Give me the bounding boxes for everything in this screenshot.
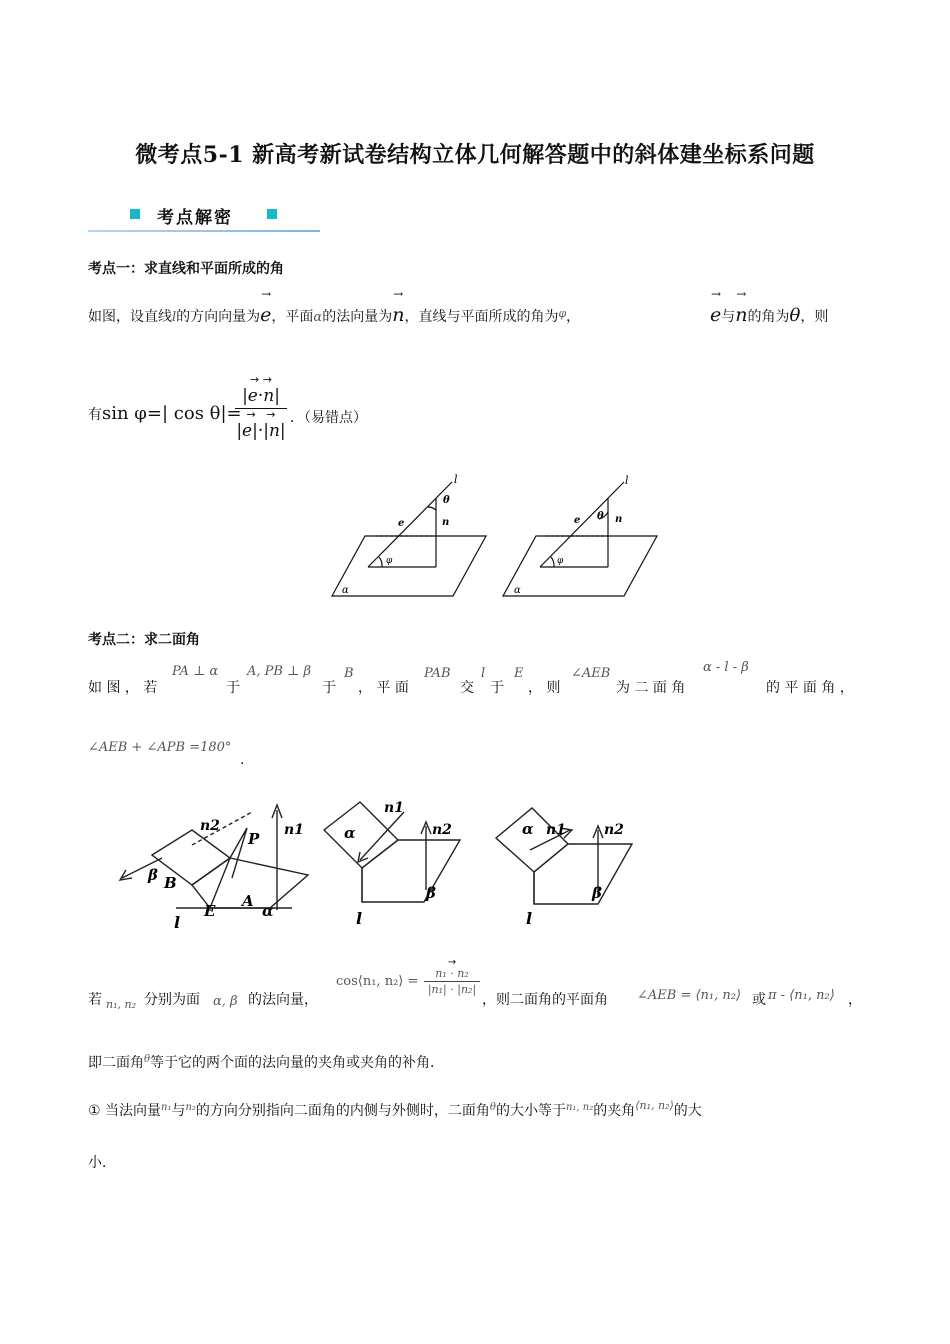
vector-arrow-icon: → [736, 287, 747, 301]
plane-beta-right [534, 844, 632, 904]
fig2-beta: β [148, 866, 158, 884]
section2-m6: E [514, 666, 524, 681]
plane-alpha-left [332, 536, 486, 596]
figure1-left [332, 482, 486, 596]
arrowhead-n2 [120, 870, 132, 880]
section2-t2: 于 [226, 680, 240, 696]
fig1-label-l: l [454, 473, 458, 486]
fig1r-label-alpha: α [514, 585, 521, 596]
plane-beta-mid [362, 840, 460, 902]
section2-t7: ， 则 [528, 680, 561, 696]
fig2r-n2: n2 [604, 822, 624, 838]
vector-arrows-bottom: → → [246, 408, 276, 421]
banner-underline [88, 230, 320, 232]
section3-m5: π - ⟨n₁, n₂⟩ [768, 988, 835, 1003]
vector-arrow-icon: → [447, 957, 457, 968]
angle-arc-phi-left [379, 557, 382, 567]
fig2-E: E [204, 902, 216, 920]
vector-arrows-top: → → [250, 373, 272, 386]
fig1r-label-phi: φ [557, 556, 564, 566]
angle-arc-theta-left [428, 507, 436, 510]
fig2-l: l [174, 913, 181, 932]
fig1r-label-theta: θ [597, 511, 604, 522]
plane-alpha-right [503, 536, 657, 596]
section2-t3: 于 [322, 680, 336, 696]
section2-m2: A, PB ⊥ β [247, 664, 311, 679]
fig1-label-e: e [398, 518, 405, 529]
fig2m-l: l [356, 909, 363, 928]
section3-t6: ， [848, 992, 862, 1008]
section1-line1-cont: e → 与n → 的角为θ，则 [710, 287, 829, 326]
segment-P [230, 828, 247, 878]
section3-t3: 的法向量， [248, 992, 318, 1008]
section3-cos: cos⟨n₁, n₂⟩ = [336, 974, 419, 989]
figure-dihedral-angle [112, 790, 652, 932]
line-l-left [368, 482, 452, 567]
fig1r-label-n: n [615, 514, 623, 525]
fig1r-label-e: e [574, 515, 581, 526]
fig2r-alpha: α [522, 820, 534, 838]
figure-line-plane-angle [330, 470, 670, 602]
figure1-right [503, 482, 657, 596]
section2-m1: PA ⊥ α [172, 664, 219, 679]
section2-m5: l [481, 666, 486, 681]
section2-m4: PAB [424, 666, 451, 681]
section2-m7: ∠AEB [571, 666, 611, 681]
section2-m3: B [344, 666, 354, 681]
fig1-label-n: n [442, 517, 450, 528]
section3-t1: 若 [88, 992, 102, 1008]
fig2m-n1: n1 [384, 800, 404, 816]
section3-t2: 分别为面 [144, 992, 200, 1008]
vector-arrow-icon: → [711, 287, 722, 301]
section3-m2: α, β [213, 994, 238, 1009]
plane-alpha-right [496, 808, 568, 872]
section2-t4: ， 平 面 [358, 680, 409, 696]
fig2-alpha: α [262, 902, 274, 920]
fig2-n2: n2 [200, 818, 220, 834]
section3-m4: ∠AEB = ⟨n₁, n₂⟩ [637, 988, 742, 1003]
section3-t5: 或 [752, 992, 766, 1008]
banner-square-right [267, 209, 277, 219]
fig2-A: A [242, 892, 254, 910]
section2-equation: ∠AEB + ∠APB =180° [88, 740, 232, 755]
section3-line4: 小． [88, 1155, 116, 1171]
section2-t1: 如 图 ， 若 [88, 680, 158, 696]
line-l-right [540, 482, 624, 567]
section2-t8: 为 二 面 角 [616, 680, 686, 696]
section1-heading: 考点一：求直线和平面所成的角 [88, 261, 284, 277]
section2-t9: 的 平 面 角 ， [766, 680, 854, 696]
fig1-label-phi: φ [386, 556, 393, 566]
section2-m8: α - l - β [703, 660, 749, 675]
fig2m-alpha: α [344, 824, 356, 842]
angle-arc-phi-right [551, 557, 554, 567]
fig2m-beta: β [426, 884, 436, 902]
banner-square-left [130, 209, 140, 219]
fraction-bar [424, 981, 480, 982]
vector-arrow-icon: → [393, 287, 404, 301]
fig2-P: P [248, 830, 260, 848]
formula-line: 有sin φ=| cos θ|= [88, 403, 242, 424]
formula-fraction: → → |e·n| → → |e|·|n| [233, 375, 289, 442]
vector-arrow-icon: → [261, 287, 272, 301]
section2-t6: 于 [490, 680, 504, 696]
fig1-label-alpha: α [342, 585, 349, 596]
section3-t4: ，则二面角的平面角 [482, 992, 608, 1008]
fig2m-n2: n2 [432, 822, 452, 838]
banner-title: 考点解密 [157, 208, 233, 228]
fig1r-label-l: l [625, 474, 629, 487]
section3-cos-fraction: → n₁ · n₂ |n₁| · |n₂| [424, 958, 480, 996]
fig2-B: B [164, 874, 177, 892]
formula-suffix: ．（易错点） [290, 410, 367, 426]
section3-line2: 即二面角$^\theta$等于它的两个面的法向量的夹角或夹角的补角． [88, 1054, 445, 1071]
figure2-middle [324, 802, 460, 902]
fig2r-l: l [526, 909, 533, 928]
fig2-n1: n1 [284, 822, 304, 838]
section3-m1: n₁, n₂ [106, 998, 136, 1011]
fig2r-beta: β [592, 884, 602, 902]
section3-line3: ① 当法向量$^{n_1}$与$^{n_2}$的方向分别指向二面角的内侧与外侧时，二面角$^\theta$的大小等于$^{n_1, n_2}$的夹角$^{⟨n_1, n_2⟩}$的大 [88, 1099, 702, 1119]
section2-eq-end: . [240, 752, 245, 768]
section2-heading: 考点二：求二面角 [88, 632, 200, 648]
page-title: 微考点5-1 新高考新试卷结构立体几何解答题中的斜体建坐标系问题 [135, 142, 815, 168]
section1-line1: 如图，设直线l的方向向量为e → ，平面α的法向量为n → ，直线与平面所成的角为$^\varphi$， [88, 287, 581, 326]
section2-t5: 交 [460, 680, 474, 696]
fig1-label-theta: θ [443, 495, 450, 506]
fig2r-n1: n1 [546, 822, 566, 838]
